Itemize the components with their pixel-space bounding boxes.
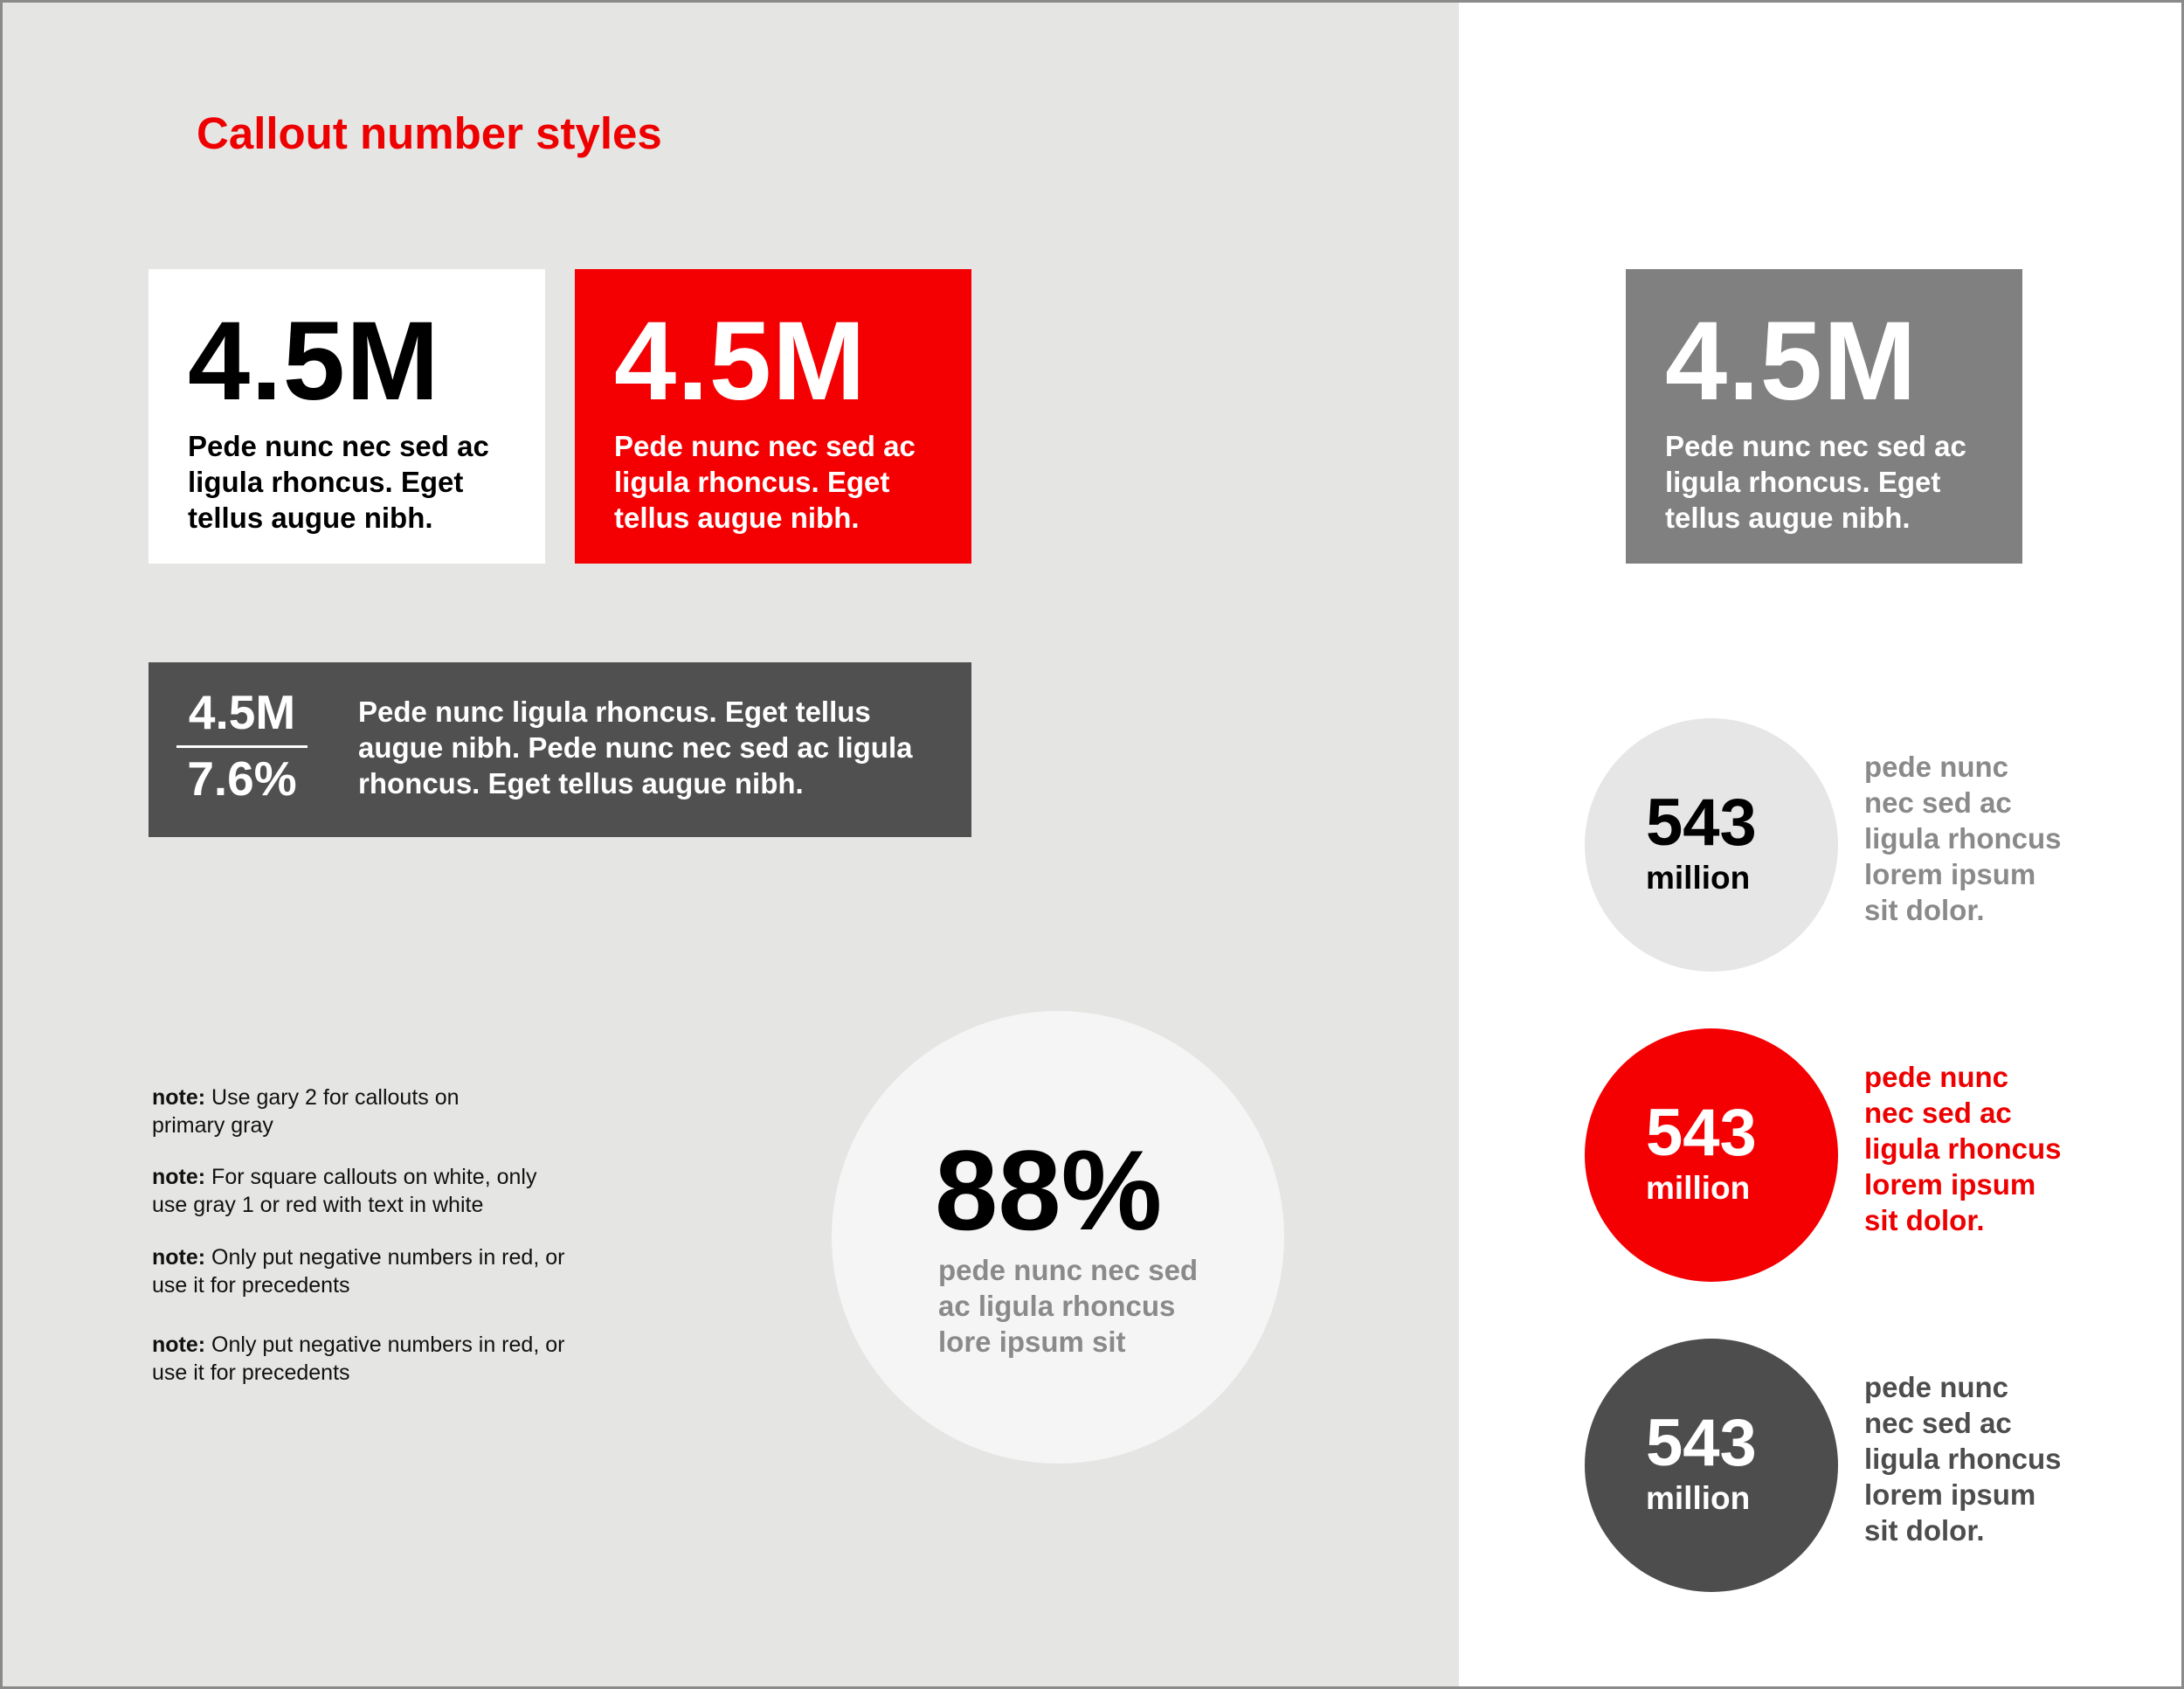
big-circle-callout [832, 1011, 1284, 1464]
note-item [152, 1083, 624, 1139]
callout-box-wide [149, 662, 971, 837]
callout-box-white [149, 269, 545, 564]
circle-unit: million [1646, 860, 1751, 896]
callout-number: 4.5M [188, 299, 440, 424]
circle-number: 543 [1646, 786, 1757, 860]
note-item [152, 1163, 624, 1219]
note-label: note: [152, 1165, 206, 1189]
circle-callout-text: pede nunc nec sed ac ligula rhoncus lore ipsum sit [938, 1254, 1199, 1358]
circle-number: 543 [1646, 1096, 1757, 1170]
fraction-bottom-number: 7.6% [187, 751, 297, 806]
circle-unit: million [1646, 1480, 1751, 1516]
note-label: note: [152, 1245, 206, 1270]
circle-number: 543 [1646, 1406, 1757, 1480]
circle-callout-text: pede nunc nec sed ac ligula rhoncus lorem ipsum sit dolor. [1864, 1061, 2062, 1236]
circle-callout-text: pede nunc nec sed ac ligula rhoncus lorem ipsum sit dolor. [1864, 751, 2062, 926]
callout-text: Pede nunc nec sed ac ligula rhoncus. Eget tellus augue nibh. [614, 430, 916, 534]
circle-callout-text: pede nunc nec sed ac ligula rhoncus lorem ipsum sit dolor. [1864, 1371, 2062, 1547]
callout-text: Pede nunc nec sed ac ligula rhoncus. Eget tellus augue nibh. [1665, 430, 1966, 534]
fraction-top-number: 4.5M [188, 685, 296, 739]
note-item [152, 1243, 624, 1299]
callout-number: 4.5M [1665, 299, 1918, 424]
circle-unit: million [1646, 1170, 1751, 1206]
note-text: Only put negative numbers in red, or use it for precedents [152, 1333, 565, 1385]
note-text: For square callouts on white, only use gray 1 or red with text in white [152, 1165, 537, 1217]
circle-callout-light-gray [1585, 718, 1838, 972]
page-title: Callout number styles [197, 108, 662, 158]
callout-text: Pede nunc ligula rhoncus. Eget tellus augue nibh. Pede nunc nec sed ac ligula rhoncus. Eget tellus augue nibh. [358, 696, 913, 800]
fraction-callout [176, 685, 308, 806]
callout-number: 4.5M [614, 299, 867, 424]
circle-callout-red [1585, 1028, 1838, 1282]
callout-box-red [575, 269, 971, 564]
note-label: note: [152, 1085, 206, 1110]
note-item [152, 1331, 624, 1387]
note-label: note: [152, 1333, 206, 1357]
note-text: Only put negative numbers in red, or use it for precedents [152, 1245, 565, 1298]
circle-percent-number: 88% [935, 1126, 1163, 1254]
callout-box-gray [1626, 269, 2022, 564]
fraction-divider [176, 745, 308, 748]
callout-text: Pede nunc nec sed ac ligula rhoncus. Eget tellus augue nibh. [188, 430, 489, 534]
circle-callout-dark-gray [1585, 1339, 1838, 1592]
note-text: Use gary 2 for callouts on primary gray [152, 1085, 460, 1138]
